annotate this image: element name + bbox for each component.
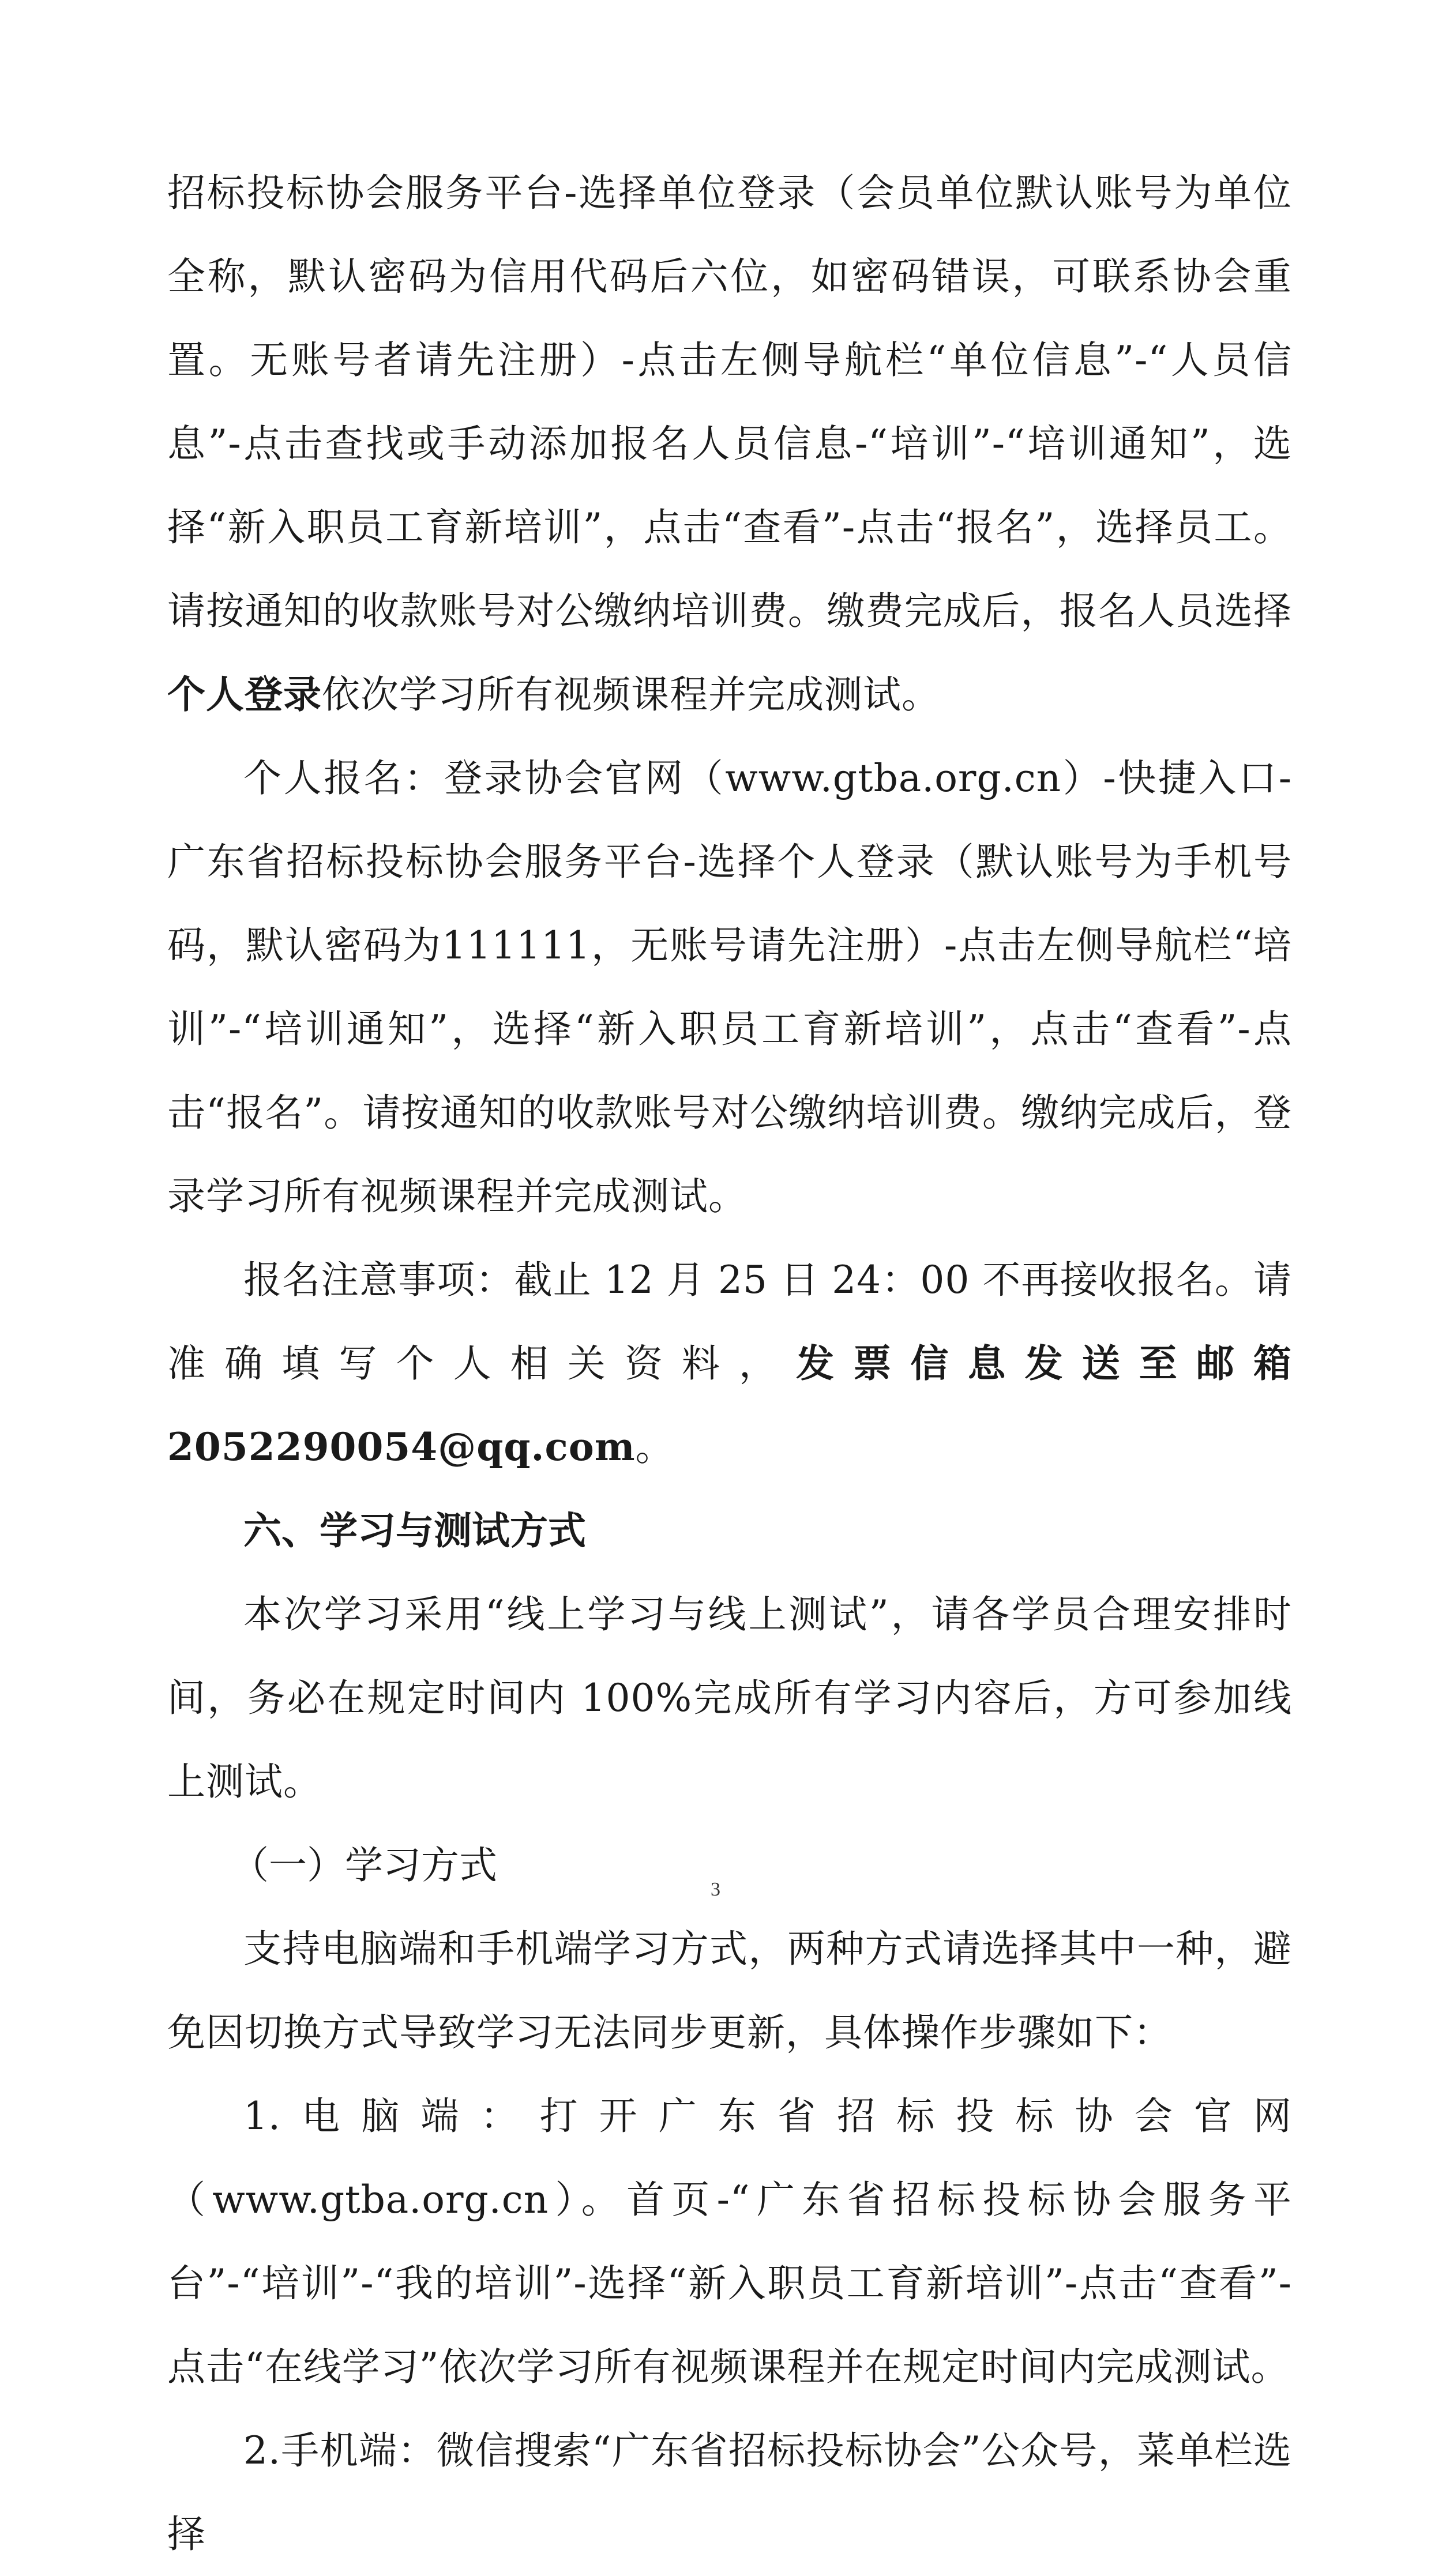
- paragraph-unit-registration: [167, 151, 1292, 736]
- body-text: [167, 151, 1292, 2576]
- paragraph-registration-notes: [167, 1238, 1292, 1489]
- subheading-study-method: （一）学习方式: [231, 1843, 497, 1887]
- paragraph-study-platforms: 支持电脑端和手机端学习方式，两种方式请选择其中一种，避免因切换方式导致学习无法同步更新，具体操作步骤如下：: [167, 1927, 1292, 2055]
- page-number: 3: [711, 1879, 720, 1900]
- paragraph-mobile-steps: 2.手机端：微信搜索“广东省招标投标协会”公众号，菜单栏选择: [167, 2428, 1292, 2556]
- paragraph-pc-steps: 1.电脑端：打开广东省招标投标协会官网（www.gtba.org.cn）。首页-“广东省招标投标协会服务平台”-“培训”-“我的培训”-选择“新入职员工育新培训”-点击“查看”-点击“在线学习”依次学习所有视频课程并在规定时间内完成测试。: [167, 2094, 1292, 2389]
- text-segment: 招标投标协会服务平台-选择单位登录（会员单位默认账号为单位全称，默认密码为信用代码后六位，如密码错误，可联系协会重置。无账号者请先注册）-点击左侧导航栏“单位信息”-“人员信息”-点击查找或手动添加报名人员信息-“培训”-“培训通知”，选择“新入职员工育新培训”，点击“查看”-点击“报名”，选择员工。请按通知的收款账号对公缴纳培训费。缴费完成后，报名人员选择: [167, 171, 1292, 633]
- paragraph-study-mode-intro: 本次学习采用“线上学习与线上测试”，请各学员合理安排时间，务必在规定时间内 100%完成所有学习内容后，方可参加线上测试。: [167, 1592, 1292, 1804]
- bold-text-personal-login: 个人登录: [167, 672, 322, 717]
- text-segment: 报名注意事项：截止 12 月 25 日 24：00 不再接收报名。请准确填写个人相关资料，: [167, 1258, 1292, 1386]
- bold-text-invoice-email: 发票信息发送至邮箱 2052290054@qq.com: [167, 1341, 1293, 1469]
- text-segment: 依次学习所有视频课程并完成测试。: [322, 672, 940, 717]
- paragraph-personal-registration: 个人报名：登录协会官网（www.gtba.org.cn）-快捷入口-广东省招标投标协会服务平台-选择个人登录（默认账号为手机号码，默认密码为111111，无账号请先注册）-点击左侧导航栏“培训”-“培训通知”，选择“新入职员工育新培训”，点击“查看”-点击“报名”。请按通知的收款账号对公缴纳培训费。缴纳完成后，登录学习所有视频课程并完成测试。: [167, 756, 1292, 1219]
- text-segment: 。: [635, 1425, 674, 1469]
- section-heading-study-and-test: 六、学习与测试方式: [243, 1509, 586, 1553]
